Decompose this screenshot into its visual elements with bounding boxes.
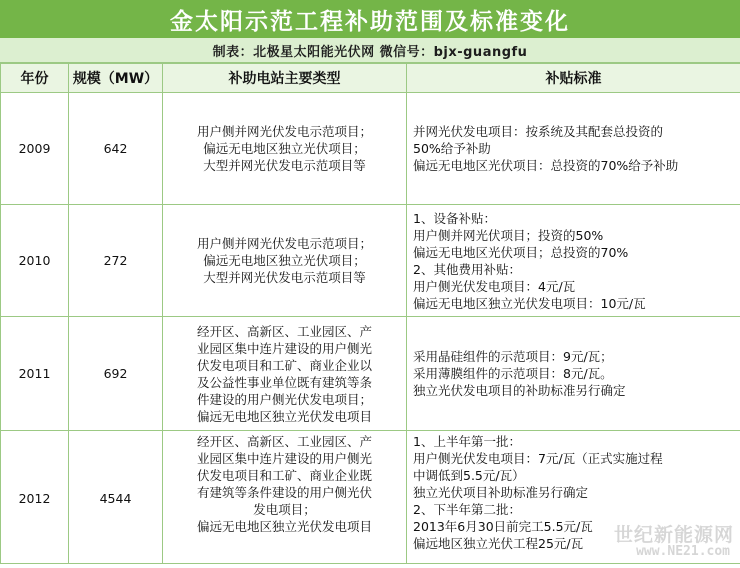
header-standard: 补贴标准	[407, 64, 740, 93]
cell-scale: 4544	[69, 431, 163, 564]
header-scale: 规模（MW）	[69, 64, 163, 93]
cell-standard: 采用晶硅组件的示范项目：9元/瓦； 采用薄膜组件的示范项目：8元/瓦。 独立光伏发电项目的补助标准另行确定	[407, 317, 740, 431]
table-row	[1, 205, 740, 317]
subsidy-table	[0, 63, 740, 564]
cell-types: 经开区、高新区、工业园区、产 业园区集中连片建设的用户侧光 伏发电项目和工矿、商业企业以 及公益性事业单位既有建筑等条 件建设的用户侧光伏发电项目； 偏远无电地区独立光伏发电项目	[163, 317, 407, 431]
cell-standard: 1、上半年第一批： 用户侧光伏发电项目：7元/瓦（正式实施过程 中调低到5.5元/瓦） 独立光伏项目补助标准另行确定 2、下半年第二批： 2013年6月30日前完工5.5元/瓦 偏远地区独立光伏工程25元/瓦	[407, 431, 740, 564]
page-title: 金太阳示范工程补助范围及标准变化	[0, 0, 740, 38]
cell-scale: 272	[69, 205, 163, 317]
cell-scale: 642	[69, 93, 163, 205]
table-header-row	[1, 64, 740, 93]
cell-standard: 1、设备补贴： 用户侧并网光伏项目；投资的50% 偏远无电地区光伏项目；总投资的70% 2、其他费用补贴： 用户侧光伏发电项目：4元/瓦 偏远无电地区独立光伏发电项目：10元/瓦	[407, 205, 740, 317]
cell-year: 2012	[1, 431, 69, 564]
page-subtitle: 制表：北极星太阳能光伏网 微信号：bjx-guangfu	[0, 38, 740, 63]
cell-year: 2010	[1, 205, 69, 317]
table-row	[1, 317, 740, 431]
cell-types: 经开区、高新区、工业园区、产 业园区集中连片建设的用户侧光 伏发电项目和工矿、商业企业既 有建筑等条件建设的用户侧光伏 发电项目； 偏远无电地区独立光伏发电项目	[163, 431, 407, 564]
header-types: 补助电站主要类型	[163, 64, 407, 93]
header-year: 年份	[1, 64, 69, 93]
watermark-text: 世纪新能源网	[613, 524, 734, 546]
watermark-url: www.NE21.com	[636, 544, 730, 559]
cell-year: 2009	[1, 93, 69, 205]
cell-standard: 并网光伏发电项目：按系统及其配套总投资的 50%给予补助 偏远无电地区光伏项目：总投资的70%给予补助	[407, 93, 740, 205]
cell-types: 用户侧并网光伏发电示范项目； 偏远无电地区独立光伏项目； 大型并网光伏发电示范项目等	[163, 205, 407, 317]
table-row	[1, 431, 740, 564]
cell-types: 用户侧并网光伏发电示范项目； 偏远无电地区独立光伏项目； 大型并网光伏发电示范项目等	[163, 93, 407, 205]
cell-year: 2011	[1, 317, 69, 431]
cell-scale: 692	[69, 317, 163, 431]
table-row	[1, 93, 740, 205]
